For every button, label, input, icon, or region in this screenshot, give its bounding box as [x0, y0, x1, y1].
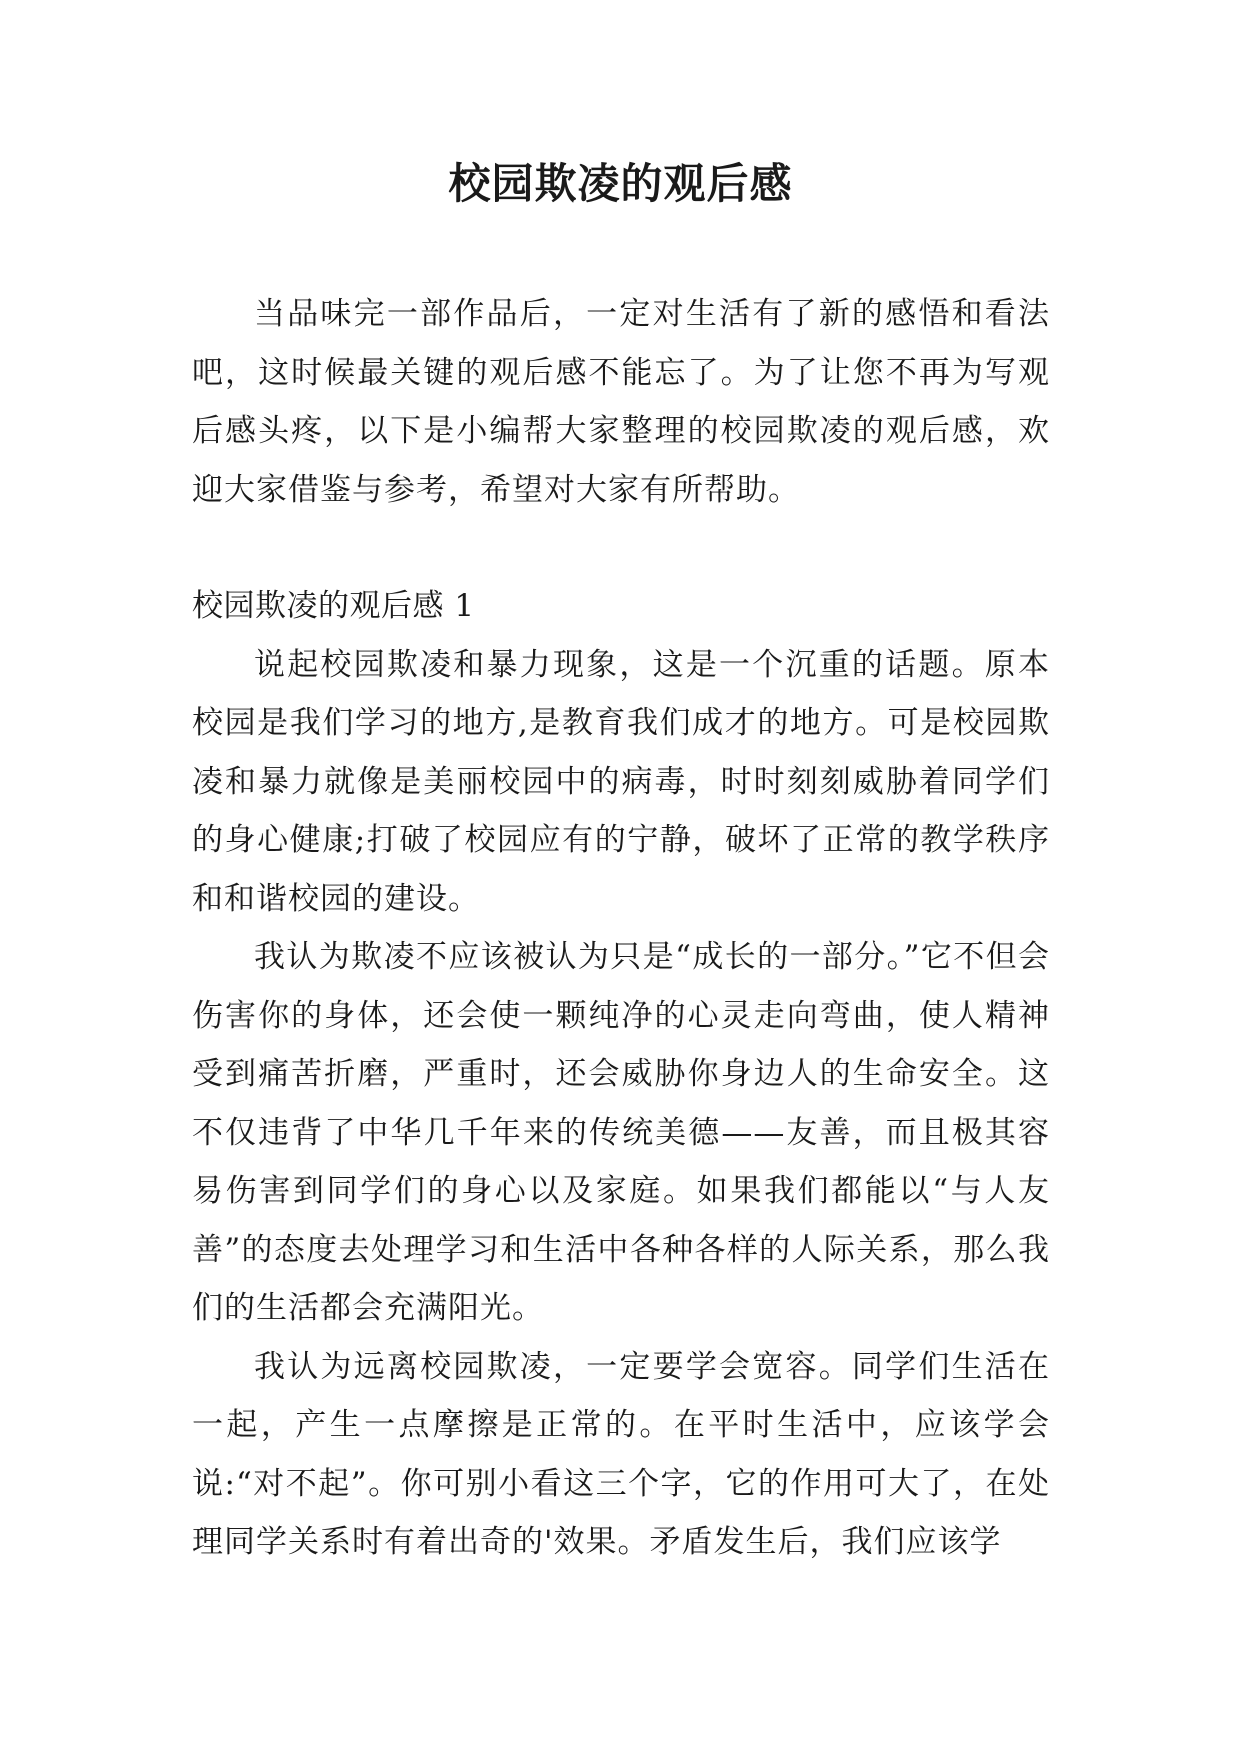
body-paragraph-1: 说起校园欺凌和暴力现象，这是一个沉重的话题。原本校园是我们学习的地方,是教育我们成才的地方。可是校园欺凌和暴力就像是美丽校园中的病毒，时时刻刻威胁着同学们的身心健康;打破了校园应有的宁静，破坏了正常的教学秩序和和谐校园的建设。: [192, 646, 1050, 917]
body-paragraph-2: 我认为欺凌不应该被认为只是“成长的一部分。”它不但会伤害你的身体，还会使一颗纯净的心灵走向弯曲，使人精神受到痛苦折磨，严重时，还会威胁你身边人的生命安全。这不仅违背了中华几千年来的传统美德——友善，而且极其容易伤害到同学们的身心以及家庭。如果我们都能以“与人友善”的态度去处理学习和生活中各种各样的人际关系，那么我们的生活都会充满阳光。: [192, 939, 1050, 1326]
document-title: 校园欺凌的观后感: [448, 159, 793, 208]
intro-paragraph: 当品味完一部作品后，一定对生活有了新的感悟和看法吧，这时候最关键的观后感不能忘了。为了让您不再为写观后感头疼，以下是小编帮大家整理的校园欺凌的观后感，欢迎大家借鉴与参考，希望对大家有所帮助。: [192, 296, 1050, 508]
document-body: [192, 285, 1050, 1572]
section-heading: 校园欺凌的观后感 1: [192, 588, 475, 624]
body-paragraph-3: 我认为远离校园欺凌，一定要学会宽容。同学们生活在一起，产生一点摩擦是正常的。在平时生活中，应该学会说:“对不起”。你可别小看这三个字，它的作用可大了，在处理同学关系时有着出奇的'效果。矛盾发生后，我们应该学: [192, 1348, 1050, 1560]
